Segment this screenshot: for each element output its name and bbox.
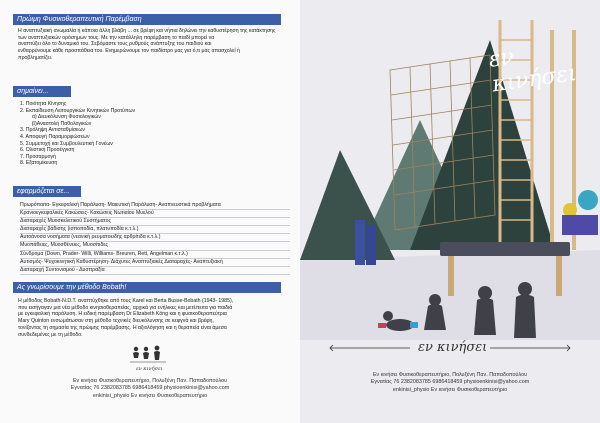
text-line: τονίζοντας τη σημασία της πρώιμης παρέμβασης. Η αξιολόγηση και η θεραπεία είναι άμεσα: [18, 324, 227, 331]
list-item: 4. Αποφυγή Παραμορφώσεων: [20, 133, 90, 140]
list-item: Αυτισμός- Ψυχοκινητική Καθυστέρηση- Διάχυτες Αναπτυξιακές Διαταραχές- Αναπτυξιακή: [20, 259, 290, 267]
list-item: Κρανιοεγκεφαλικές Κακώσεις- Κακώσεις Νωτιαίου Μυελού: [20, 210, 290, 218]
section-title-bobath: Ας γνωρίσουμε την μέθοδο Bobath!: [13, 282, 281, 293]
applied-list: [20, 202, 290, 275]
means-list: [20, 101, 290, 167]
text-line: που εισήγαγαν μια νέα μέθοδο κινησιοθεραπείας, αρχικά για ενήλικες και μετέπειτα για παιδιά: [18, 304, 233, 311]
bobath-text: [18, 298, 290, 338]
list-item: 1. Ποιότητα Κίνησης: [20, 101, 67, 107]
list-item: 7. Προσαρμογή: [20, 153, 56, 160]
brand-title: εν κινήσει: [487, 44, 579, 98]
section-title-means: σημαίνει...: [13, 86, 71, 97]
list-item: 8. Εξατομίκευση: [20, 160, 58, 167]
text-line: Mary Quinton ενσωμάτωσαν στη μέθοδο τεχνικές διευκόλυνσης σε κεφγνά και βρέφη,: [18, 318, 214, 325]
list-item: Διαταραχές Μυοσκελετικού Συστήματος: [20, 218, 290, 226]
section-title-early-intervention: Πρώιμη Φυσικοθεραπευτική Παρέμβαση: [13, 14, 281, 25]
section-title-applied: εφαρμόζεται σε...: [13, 186, 81, 197]
contact-name: Εν κινήσει Φυσικοθεραπευτήριο, Πολυξένη Παν. Παπαδοπούλου: [72, 378, 228, 384]
text-line: αναπτύξει όλο το δυναμικό του. Σεβόμαστε τους ρυθμούς ανάπτυξης του παιδιού και: [18, 41, 212, 48]
list-item: Διαταραχές βάδισης (ισποποδία, πλατυποδία κ.τ.λ.): [20, 226, 290, 234]
list-item: α) Διευκόλυνση Φυσιολογικών: [32, 114, 101, 121]
text-line: με εγκεφαλική παράλυση. Η ειδική παρέμβαση Dr Elizabeth Köng και η φυσικοθεραπεύτρια: [18, 311, 227, 318]
text-line: των αναπτυξιακών ορόσημων τους. Με την κατάλληλη παρέμβαση το παιδί μπορεί να: [18, 34, 215, 41]
text-line: Η μέθοδος Bobath-N.D.T. αναπτύχθηκε από τους Karel και Berta Busse-Bobath (1943- 1985),: [18, 298, 234, 304]
list-item: Αυτοάνοσα νοσήματα (νεανική ρευματοειδής αρθρίτιδα κ.τ.λ.): [20, 234, 290, 242]
contact-details: Εγνατίας 76 2382083785 6986418459 physioenkinisi@yahoo.com: [70, 385, 230, 392]
list-item: 6. Ολιστική Προσέγγιση: [20, 147, 75, 154]
right-contact-footer: [300, 372, 600, 394]
contact-social: enkinisi_physio Εν κινήσει Φυσικοθεραπευτήριο: [92, 392, 208, 399]
contact-name: Εν κινήσει Φυσικοθεραπευτήριο, Πολυξένη Παν. Παπαδοπούλου: [372, 372, 528, 378]
bench: [440, 242, 570, 256]
list-item: Διαταραχή Συντονισμού - Δυσπραξία: [20, 267, 290, 275]
right-panel: [300, 0, 600, 423]
list-item: 5. Συμμετοχή και Συμβουλευτική Γονέων: [20, 140, 113, 147]
text-line: Η αναπτυξιακή ανωμαλία ή κάποια άλλη βλάβη ... σε βρέφη και νήπια δηλώνει την καθυστέρηση της κατάκτησης: [18, 28, 276, 34]
contact-social: enkinisi_physio Εν κινήσει Φυσικοθεραπευτήριο: [392, 386, 508, 393]
logo-babies-icon: [128, 345, 168, 367]
logo-text: εν κινήσει: [136, 366, 163, 372]
text-line: ενθαρρύνουμε κάθε προσπάθεια του. Ενημερώνουμε τον παιδίατρο μας για ό,τι μας απασχολεί ή: [18, 48, 240, 55]
brand-bottom: εν κινήσει: [418, 340, 488, 355]
text-line: προβληματίζει.: [18, 54, 53, 61]
list-item: 2. Εκπαίδευση Λειτουργικών Κινητικών Προτύπων: [20, 107, 136, 114]
list-item: 3. Πρόληψη Αντισταθμίσεων: [20, 127, 85, 134]
list-item: Μυοπάθειες, Μυοσθένειες, Μυοσίτιδες: [20, 242, 290, 250]
early-intervention-text: [18, 28, 290, 62]
list-item: Σύνδρομα (Down, Prader- Willi, Williams- Breuren, Rett, Angelman κ.τ.λ.): [20, 251, 290, 259]
text-line: συνδεδεμένες με τη μέθοδο.: [18, 331, 83, 338]
contact-footer: [0, 378, 300, 400]
list-item: Πρωρόπαιτα- Εγκεφαλική Παράλυση- Μαιευτική Παράλυση- Αναπνευστικά προβλήματα: [20, 202, 290, 210]
contact-details: Εγνατίας 76 2382083785 6986418459 physioenkinisi@yahoo.com: [370, 379, 530, 386]
list-item: β)Αναστολή Παθολογικών: [32, 120, 92, 127]
